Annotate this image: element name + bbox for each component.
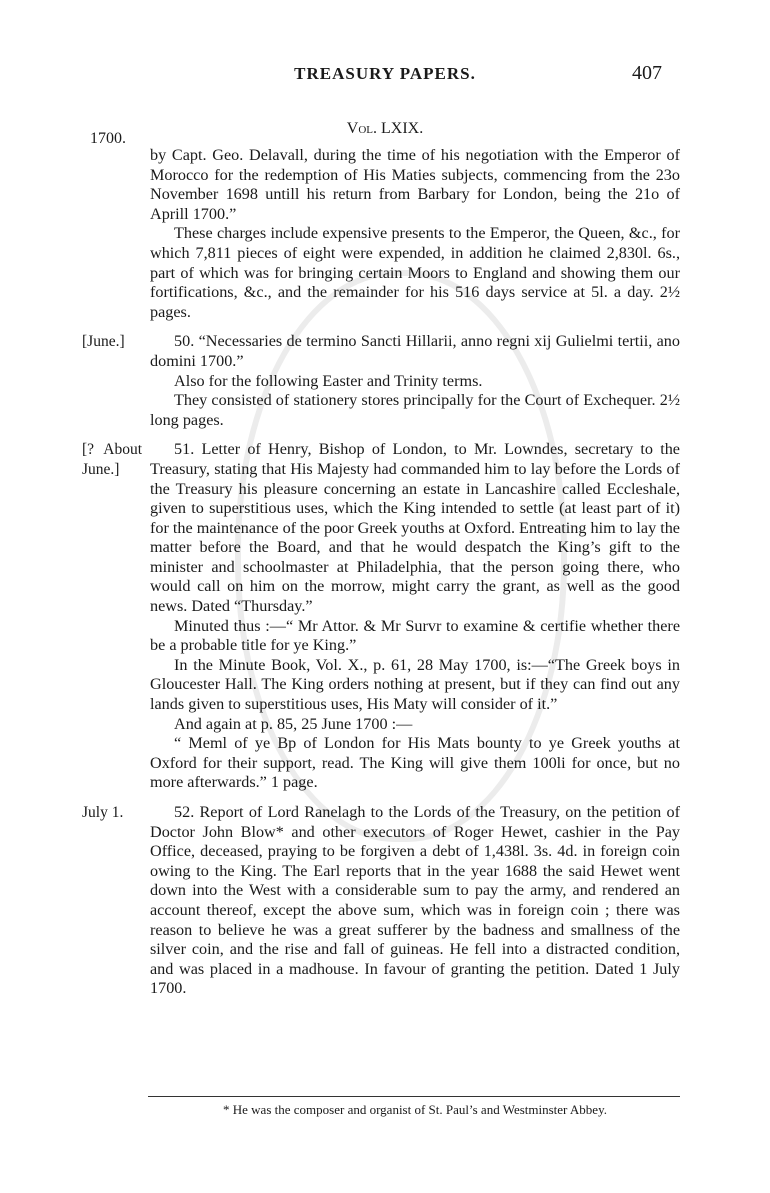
paragraph: These charges include expensive presents to the Emperor, the Queen, &c., for which 7,811 pieces of eight were expended, in addition he claimed 2,830l. 6s., part of which was for bringing certain Moors to England and showing them our fortifications, &c., and the remainder for his 516 days service at 5l. a day. 2½ pages. (150, 224, 680, 321)
paragraph: “ Meml of ye Bp of London for His Mats bounty to ye Greek youths at Oxford for their support, read. The King will give them 100li for once, but no more afterwards.” 1 page. (150, 734, 680, 792)
paragraph: 50. “Necessaries de termino Sancti Hillarii, anno regni xij Gulielmi tertii, ano domini 1700.” (150, 332, 680, 370)
paragraph: And again at p. 85, 25 June 1700 :— (174, 714, 413, 733)
volume-year: 1700. (90, 130, 126, 147)
marginal-date: [June.] (82, 333, 125, 351)
paragraph: In the Minute Book, Vol. X., p. 61, 28 May 1700, is:—“The Greek boys in Gloucester Hall. The King orders nothing at present, but if they can find out any lands given to superstitious uses, His Maty will consider of it.” (150, 655, 680, 714)
entry-51 (82, 440, 680, 793)
marginal-date: [? About June.] (82, 441, 142, 478)
paragraph: Also for the following Easter and Trinity terms. (174, 371, 483, 390)
page-body (82, 146, 680, 999)
marginal-date: July 1. (82, 804, 124, 821)
volume-title: Vol. LXIX. (346, 120, 424, 137)
paragraph: They consisted of stationery stores principally for the Court of Exchequer. 2½ long pages. (150, 391, 680, 429)
footnote-rule (148, 1096, 680, 1097)
paragraph: by Capt. Geo. Delavall, during the time of his negotiation with the Emperor of Morocco for the redemption of His Maties subjects, commencing from the 23o November 1698 untill his return from Barbary for London, being the 21o of Aprill 1700.” (150, 146, 680, 223)
paragraph: 52. Report of Lord Ranelagh to the Lords of the Treasury, on the petition of Doctor John Blow* and other executors of Roger Hewet, cashier in the Pay Office, deceased, praying to be forgiven a debt of 1,438l. 3s. 4d. in foreign coin owing to the King. The Earl reports that in the year 1688 the said Hewet went down into the West with a considerable sum to pay the army, and rendered an account thereof, except the above sum, which was in foreign coin ; there was reason to believe he was a great sufferer by the badness and smallness of the silver coin, and the rise and fall of guineas. He fell into a distracted condition, and was placed in a madhouse. In favour of granting the petition. Dated 1 July 1700. (150, 803, 680, 998)
entry-50 (82, 332, 680, 430)
entry-continuation (150, 146, 680, 322)
entry-52 (82, 803, 680, 999)
running-title: TREASURY PAPERS. (294, 64, 476, 83)
page-number: 407 (632, 62, 662, 84)
paragraph: 51. Letter of Henry, Bishop of London, to Mr. Lowndes, secretary to the Treasury, stating that His Majesty had commanded him to lay before the Lords of the Treasury his pleasure concerning an estate in Lancashire called Eccleshale, given to superstitious uses, which the King intended to settle (at least part of it) for the maintenance of the poor Greek youths at Oxford. Entreating him to lay the matter before the Board, and that he would despatch the King’s gift to the minister and schoolmaster at Philadelphia, that the person going there, who would call on him on the morrow, might carry the grant, as well as the good news. Dated “Thursday.” (150, 440, 680, 616)
paragraph: Minuted thus :—“ Mr Attor. & Mr Survr to examine & certifie whether there be a probable title for ye King.” (150, 616, 680, 655)
footnote: * He was the composer and organist of St. Paul’s and Westminster Abbey. (223, 1102, 607, 1117)
